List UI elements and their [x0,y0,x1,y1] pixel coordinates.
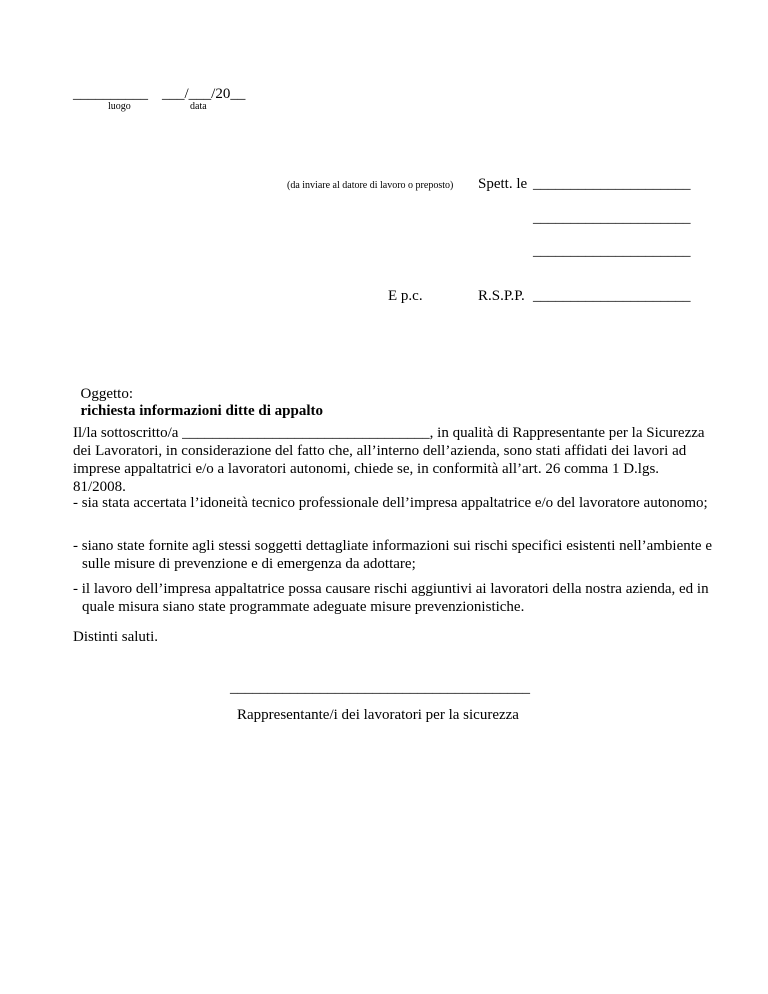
spett-label: Spett. le [478,176,528,192]
rspp-line[interactable]: _____________________ [533,288,691,304]
signer-prefix: Il/la sottoscritto/a [73,425,179,441]
date-caption: data [190,101,207,112]
signer-suffix: , in qualità di Rappresentante per la Sicurezza dei Lavoratori, in considerazione del fatto che, all’interno dell’azienda, sono stati affidati dei lavori ad imprese appaltatrici e/o a lavoratori autonomi, chiede se, in conformità all’art. 26 comma 1 D.lgs. 81/2008. [73,425,705,495]
signature-caption: Rappresentante/i dei lavoratori per la sicurezza [237,707,519,723]
list-item: - il lavoro dell’impresa appaltatrice possa causare rischi aggiuntivi ai lavoratori della nostra azienda, ed in quale misura siano state programmate adeguate misure prevenzionistiche. [73,581,709,615]
subject-text: richiesta informazioni ditte di appalto [80,403,323,419]
recipient-line-2[interactable]: _____________________ [533,210,691,226]
subject-label: Oggetto: [80,386,133,402]
signer-line[interactable]: _________________________________ [182,425,430,441]
place-line[interactable]: __________ [73,86,148,102]
body-paragraph [73,424,713,496]
recipient-note: (da inviare al datore di lavoro o preposto) [287,180,454,191]
closing: Distinti saluti. [73,629,159,645]
list-item: - siano state fornite agli stessi soggetti dettagliate informazioni sui rischi specifici esistenti nell’ambiente e sulle misure di prevenzione e di emergenza da adottare; [73,538,712,572]
date-line[interactable]: ___/___/20__ [162,86,246,102]
subject [73,369,323,420]
epc-label: E p.c. [388,288,423,304]
list-item: - sia stata accertata l’idoneità tecnico professionale dell’impresa appaltatrice e/o del lavoratore autonomo; [73,495,708,511]
recipient-line-3[interactable]: _____________________ [533,243,691,259]
rspp-label: R.S.P.P. [478,288,525,304]
recipient-line-1[interactable]: _____________________ [533,176,691,192]
place-caption: luogo [108,101,131,112]
signature-line[interactable]: ________________________________________ [230,680,530,696]
